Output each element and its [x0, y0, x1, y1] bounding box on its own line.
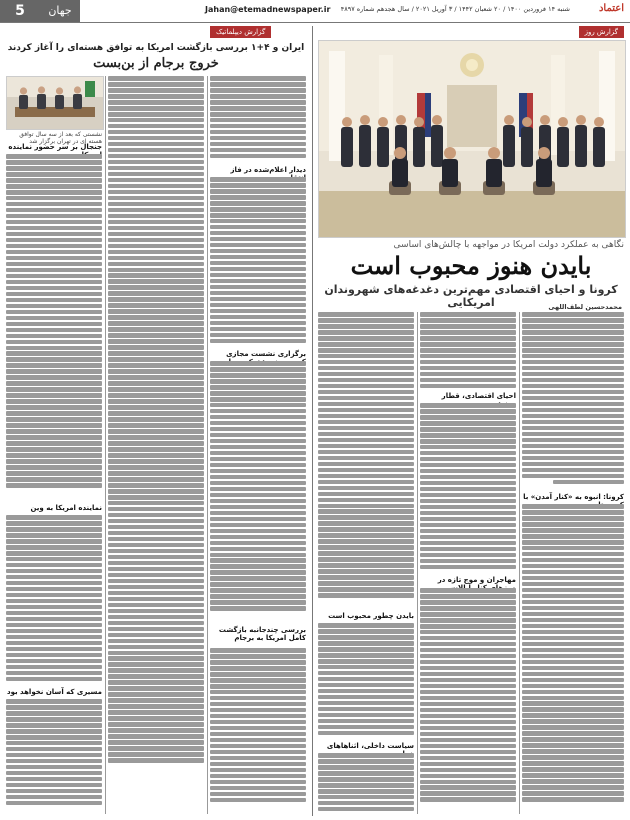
- main-subhead-popular: بایدن چطور محبوب است: [328, 612, 414, 620]
- main-story-column-2a: [420, 312, 516, 392]
- side-subhead-phase: دیدار اعلام‌شده در فاز: [230, 166, 306, 174]
- main-story-column-1: [522, 312, 624, 490]
- side-column-3b: [6, 515, 102, 685]
- dateline: شنبه ۱۴ فروردین ۱۴۰۰ / ۲۰ شعبان ۱۴۴۲ / ۳ آوریل ۲۰۲۱ / سال هجدهم شماره ۴۸۹۷: [340, 5, 570, 13]
- main-story-column-3a: [318, 312, 414, 612]
- side-column-2: [108, 76, 204, 814]
- main-story-tag: گزارش روز: [579, 26, 624, 38]
- section-name: جهان: [40, 0, 80, 22]
- main-story-column-3b: [318, 623, 414, 739]
- side-story-subtitle: خروج برجام از بن‌بست: [93, 56, 219, 71]
- side-column-1b: [210, 177, 306, 347]
- meeting-room-photo: [319, 41, 625, 237]
- main-story-sidebar-head: کرونا: انبوه به «کنار آمدن» با: [523, 493, 624, 501]
- main-subhead-migrants: مهاجران و موج تازه در: [437, 576, 516, 584]
- side-subhead-not-easy: مسیری که آسان نخواهد بود: [6, 688, 102, 696]
- side-story-title: ایران و ۴+۱ بررسی بازگشت امریکا به توافق هسته‌ای را آغاز کردند: [7, 43, 305, 53]
- side-column-1a: [210, 76, 306, 164]
- main-story-column-3c: [318, 753, 414, 814]
- side-subhead-envoy-vienna: نماینده امریکا به وین: [30, 504, 102, 512]
- main-column-1-lines: [522, 312, 624, 484]
- side-subhead-full-return: بررسی چندجانبه بازگشت کامل امریکا به برجام: [218, 626, 306, 642]
- page-header: [0, 0, 630, 23]
- main-subhead-domestic: سیاست داخلی، اثنا‌هاهای: [326, 742, 414, 750]
- side-story-tag: گزارش دیپلماتیک: [210, 26, 271, 38]
- page-number: 5: [0, 0, 40, 22]
- side-column-3a: [6, 154, 102, 502]
- side-photo-caption: نشستی که بعد از سه سال توافق هسته ای در تهران برگزار شد: [19, 131, 102, 145]
- main-story-column-2c: [420, 588, 516, 814]
- side-column-1c: [210, 361, 306, 623]
- main-story-column-1b: [522, 504, 624, 814]
- main-story-author: محمدحسین لطف‌اللهی: [548, 303, 622, 311]
- main-story-subtitle: کرونا و احیای اقتصادی مهم‌ترین دغدغه‌های شهروندان امریکایی: [324, 283, 618, 309]
- main-story-title: بایدن هنوز محبوب است: [350, 251, 592, 280]
- main-story-kicker: نگاهی به عملکرد دولت امریکا در مواجهه با چالش‌های اساسی: [393, 240, 624, 250]
- main-story-column-2b: [420, 403, 516, 573]
- side-column-1d: [210, 648, 306, 814]
- meeting-table-photo: [7, 77, 103, 129]
- main-subhead-economy: احیای اقتصادی، قطار: [441, 392, 516, 400]
- main-story-photo: [318, 40, 626, 238]
- side-subhead-virtual: برگزاری نشست مجازی: [226, 350, 306, 358]
- newspaper-logo: اعتماد: [598, 3, 624, 14]
- side-story-photo: [6, 76, 104, 130]
- side-subhead-vienna-controversy: جنجال بر سر حضور نماینده: [8, 143, 102, 151]
- section-email[interactable]: Jahan@etemadnewspaper.ir: [205, 5, 331, 14]
- side-column-3c: [6, 699, 102, 814]
